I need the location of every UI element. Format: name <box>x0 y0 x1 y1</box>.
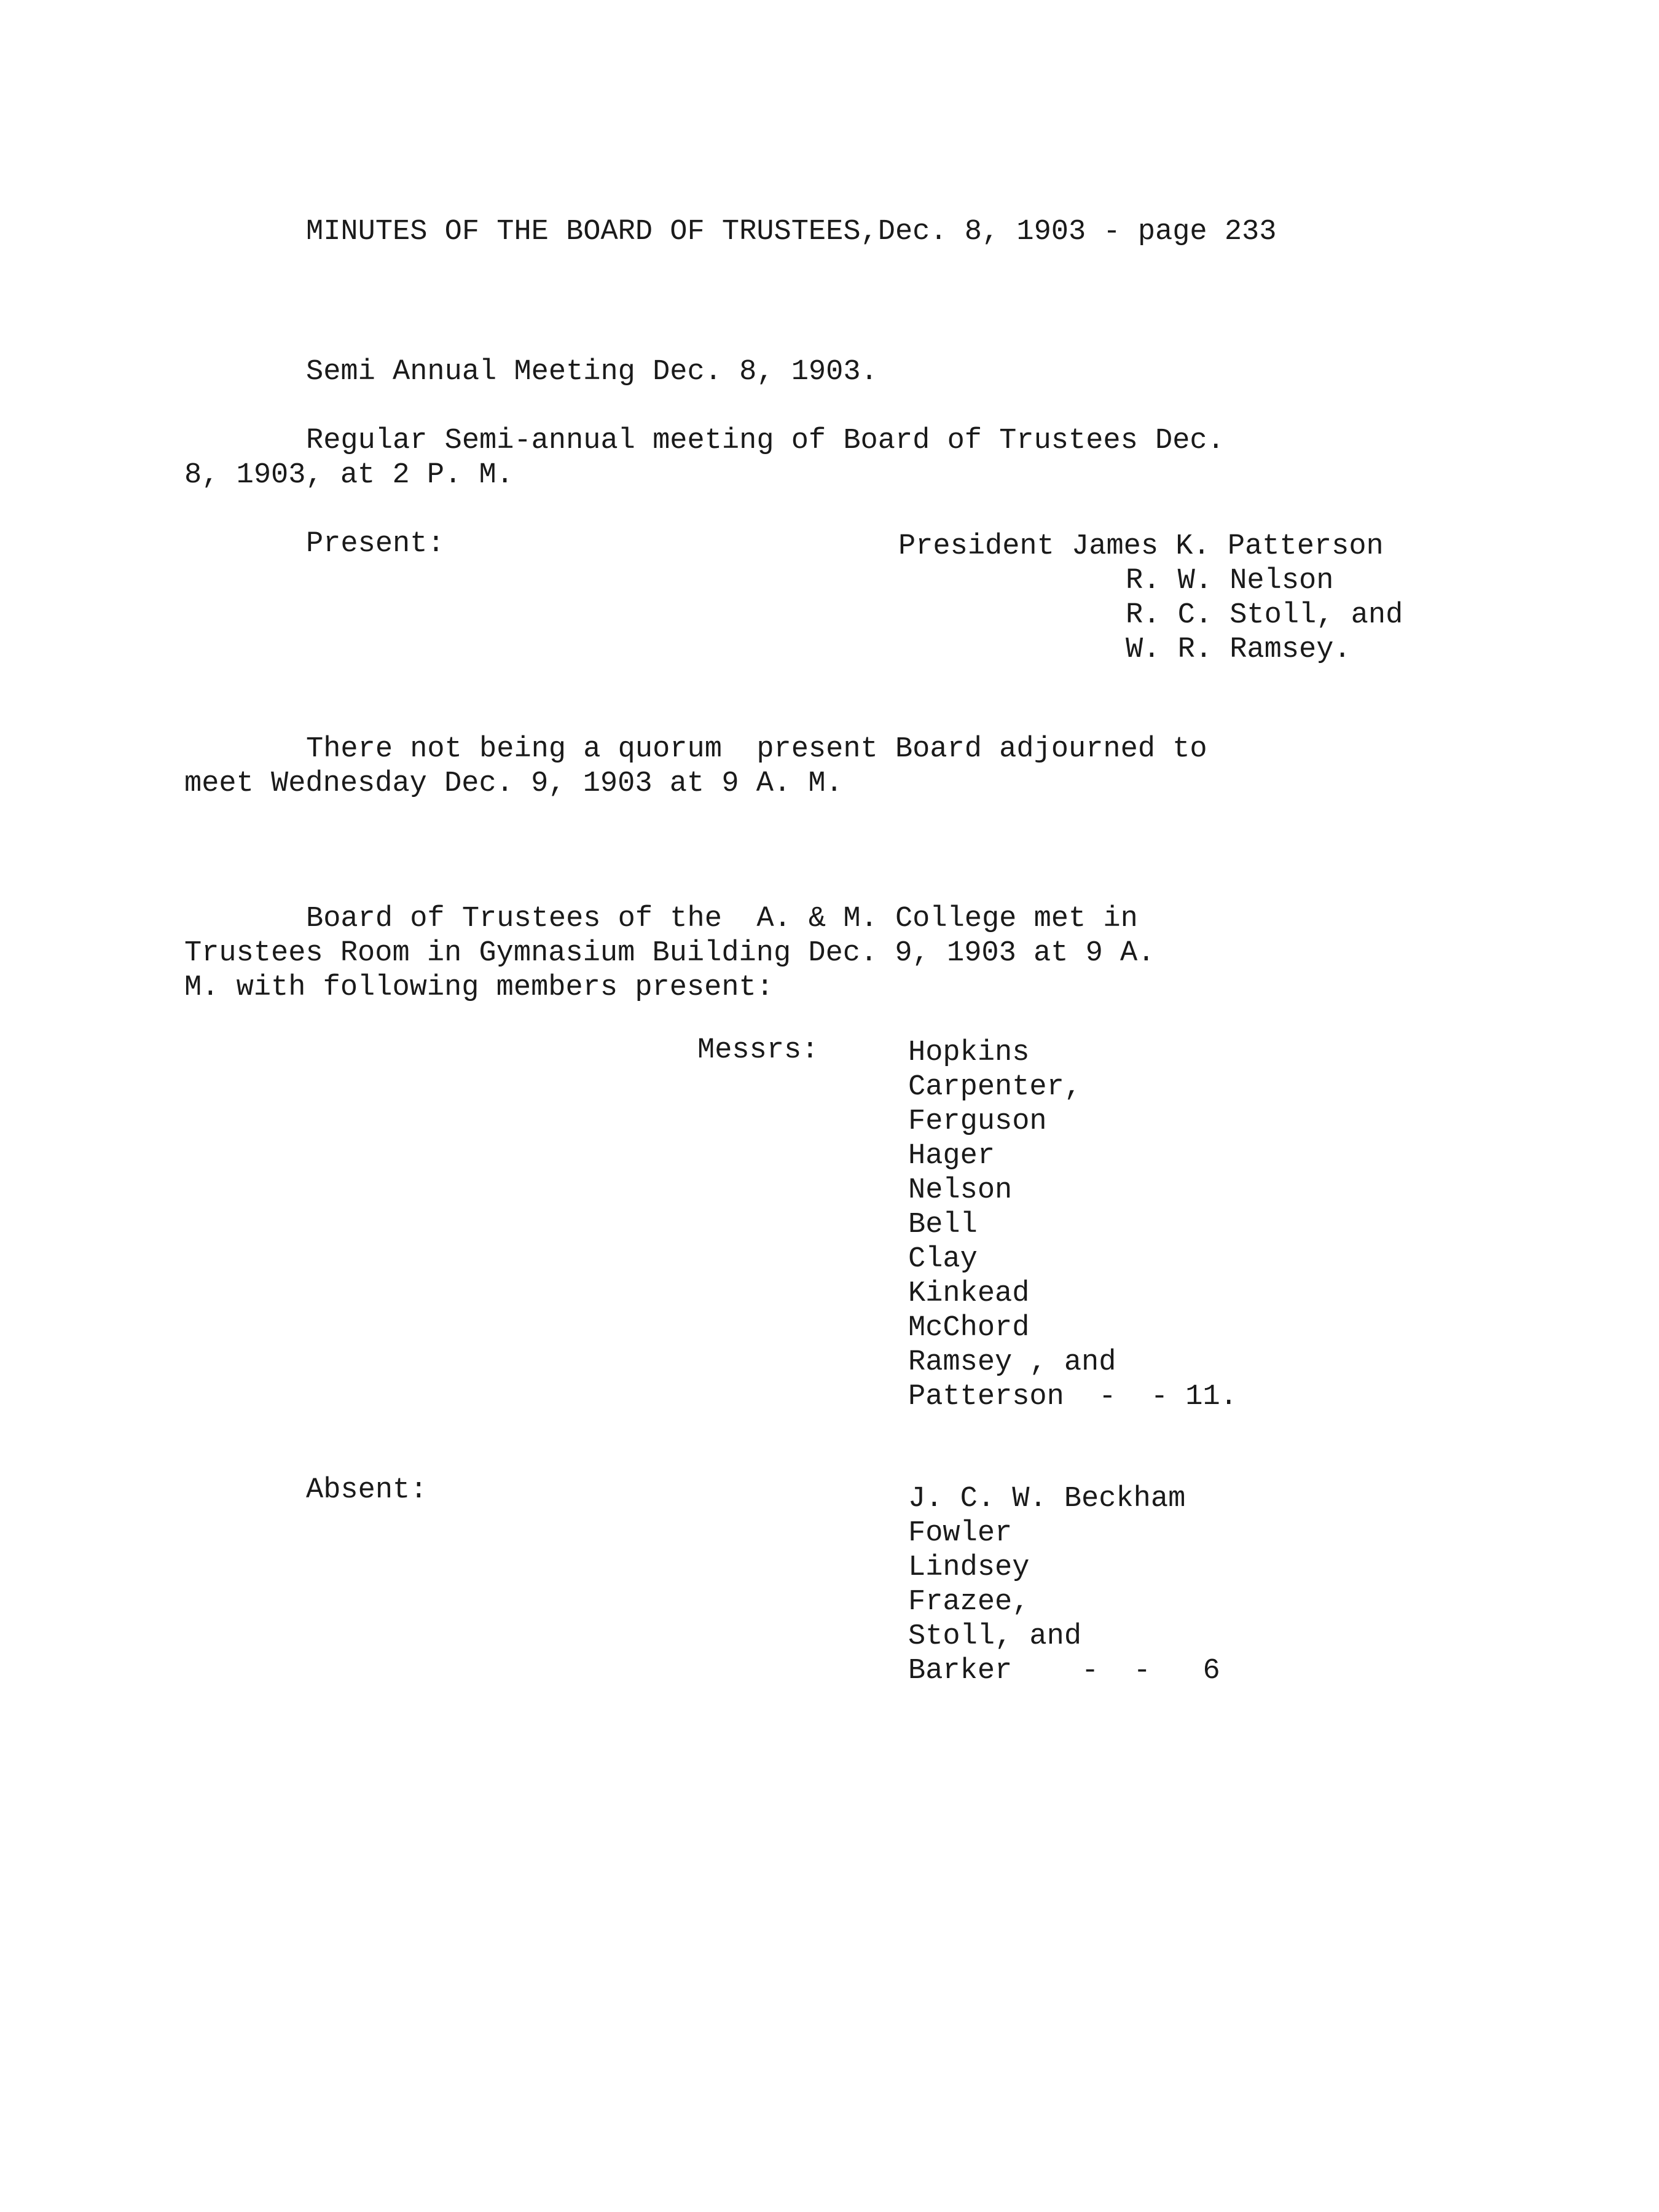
messrs-name: Ramsey , and <box>908 1346 1116 1379</box>
messrs-name: McChord <box>908 1312 1030 1344</box>
messrs-name: Ferguson <box>908 1105 1047 1138</box>
messrs-name: Bell <box>908 1209 978 1241</box>
present-name: R. W. Nelson <box>1126 565 1334 597</box>
adjourn-paragraph-line-2: meet Wednesday Dec. 9, 1903 at 9 A. M. <box>184 767 843 800</box>
present-name: W. R. Ramsey. <box>1126 633 1351 666</box>
semi-annual-heading: Semi Annual Meeting Dec. 8, 1903. <box>306 356 878 388</box>
absent-name: Barker - - 6 <box>908 1655 1220 1687</box>
present-name: R. C. Stoll, and <box>1126 599 1403 632</box>
present-name: President James K. Patterson <box>898 530 1384 563</box>
absent-name: Stoll, and <box>908 1620 1082 1653</box>
absent-name: Lindsey <box>908 1551 1030 1584</box>
absent-name: Frazee, <box>908 1586 1030 1618</box>
messrs-name: Patterson - - 11. <box>908 1381 1237 1413</box>
messrs-name: Kinkead <box>908 1277 1030 1310</box>
messrs-name: Carpenter, <box>908 1071 1082 1104</box>
second-meeting-line-1: Board of Trustees of the A. & M. College met in <box>306 903 1138 935</box>
semi-annual-paragraph-line-2: 8, 1903, at 2 P. M. <box>184 459 514 492</box>
messrs-label: Messrs: <box>697 1034 819 1067</box>
present-label: Present: <box>306 528 445 560</box>
messrs-name: Clay <box>908 1243 978 1276</box>
semi-annual-paragraph-line-1: Regular Semi-annual meeting of Board of Trustees Dec. <box>306 425 1225 457</box>
messrs-name: Hopkins <box>908 1037 1030 1069</box>
page-header: MINUTES OF THE BOARD OF TRUSTEES,Dec. 8, 1903 - page 233 <box>306 216 1277 248</box>
messrs-name: Hager <box>908 1140 995 1172</box>
adjourn-paragraph-line-1: There not being a quorum present Board adjourned to <box>306 733 1207 766</box>
absent-label: Absent: <box>306 1474 428 1507</box>
second-meeting-line-3: M. with following members present: <box>184 971 774 1004</box>
absent-name: Fowler <box>908 1517 1013 1550</box>
second-meeting-line-2: Trustees Room in Gymnasium Building Dec. 9, 1903 at 9 A. <box>184 937 1155 970</box>
absent-name: J. C. W. Beckham <box>908 1483 1186 1515</box>
messrs-name: Nelson <box>908 1174 1013 1207</box>
